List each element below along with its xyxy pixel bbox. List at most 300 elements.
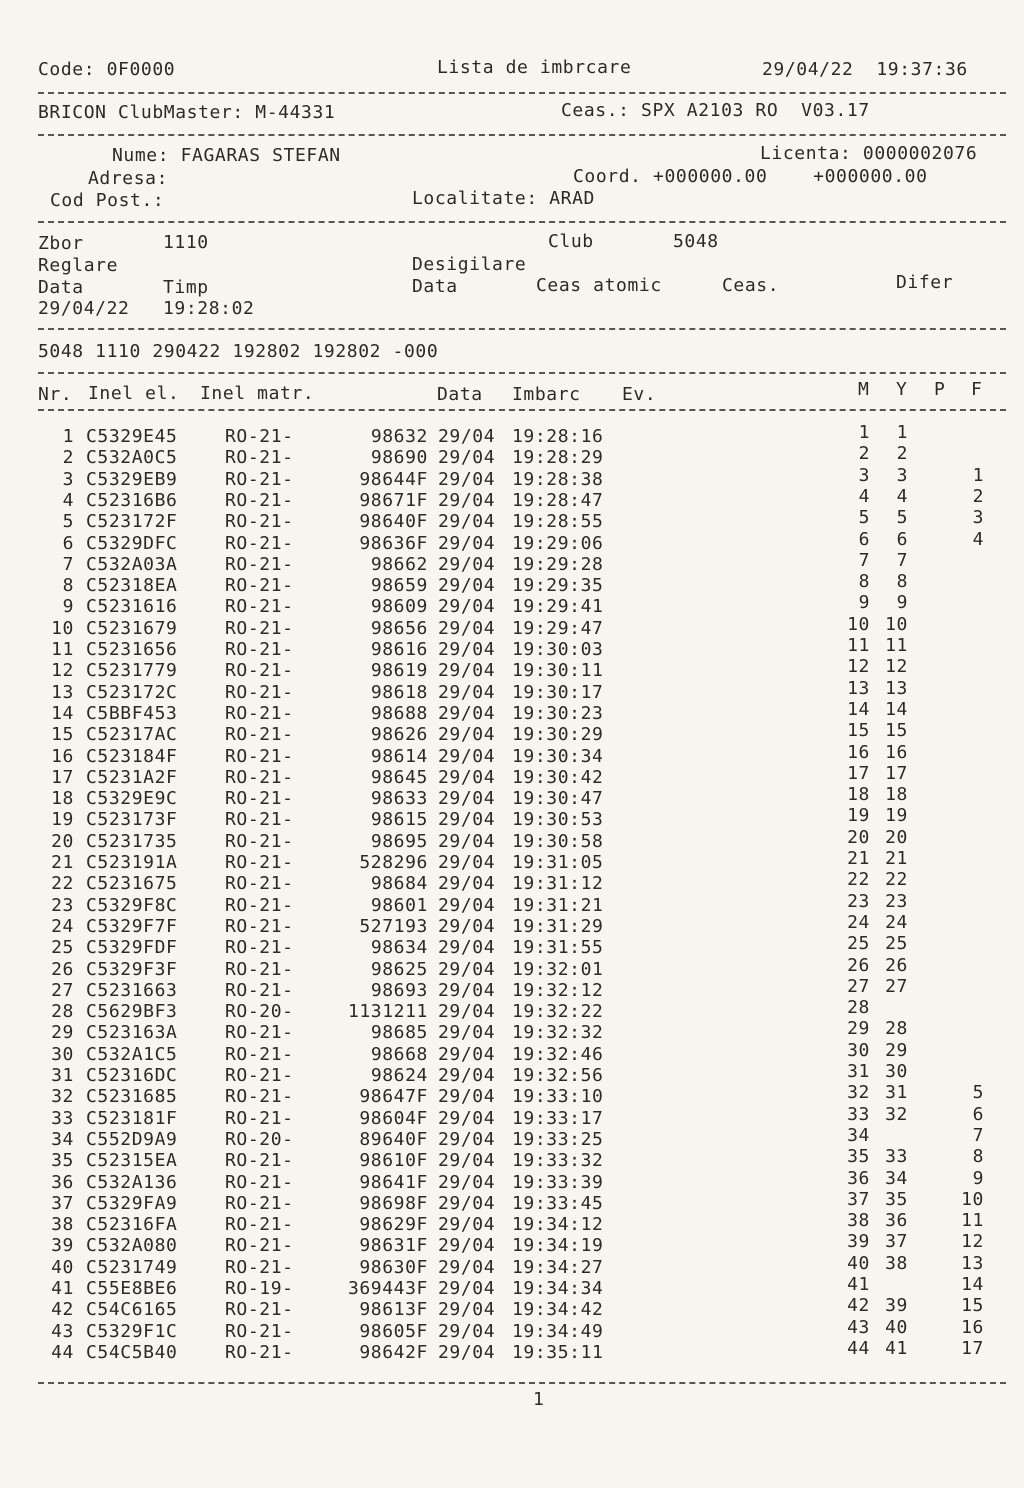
row-nr: 36 [51,1171,74,1193]
row-ring-prefix: RO-21- [225,809,294,831]
difference-label: Difer [896,272,954,293]
row-y: 14 [885,698,908,720]
row-m: 22 [847,869,870,891]
row-ring-number: 98610F [359,1150,428,1172]
row-date: 29/04 [438,915,496,937]
row-y: 30 [885,1061,908,1082]
col-m: M [858,379,870,400]
row-y: 24 [885,911,908,933]
row-m: 39 [847,1231,870,1253]
row-ring-number: 98631F [359,1235,428,1257]
row-electronic-ring: C5329E45 [86,426,178,447]
row-m: 2 [858,443,870,465]
row-electronic-ring: C5329F1C [86,1320,178,1342]
row-m: 14 [847,698,870,720]
row-m: 29 [847,1018,870,1040]
row-date: 29/04 [438,745,496,767]
row-nr: 38 [51,1214,74,1236]
row-y: 8 [896,571,908,593]
row-m: 10 [847,613,870,635]
col-p: P [934,379,946,400]
row-date: 29/04 [438,830,496,852]
row-time: 19:33:17 [512,1107,604,1129]
row-y: 39 [885,1295,908,1317]
row-ring-prefix: RO-21- [225,553,294,575]
row-nr: 8 [62,575,74,597]
row-m: 9 [858,592,870,614]
row-electronic-ring: C54C6165 [86,1299,178,1321]
clock-label: Ceas.: SPX A2103 RO V03.17 [561,100,870,121]
row-y: 9 [896,592,908,614]
row-ring-prefix: RO-21- [225,1065,294,1086]
owner-name: Nume: FAGARAS STEFAN [112,145,341,166]
row-nr: 31 [51,1065,74,1086]
row-ring-prefix: RO-21- [225,639,294,660]
row-ring-number: 98690 [370,447,428,469]
row-m: 24 [847,911,870,933]
row-f: 4 [972,528,984,550]
code-label: Code: 0F0000 [38,59,176,80]
row-date: 29/04 [438,1001,496,1023]
row-y: 10 [885,613,908,635]
row-m: 40 [847,1252,870,1274]
row-date: 29/04 [438,894,496,916]
row-m: 35 [847,1146,870,1168]
row-m: 44 [847,1337,870,1359]
row-date: 29/04 [438,532,496,554]
row-electronic-ring: C523172F [86,511,178,533]
row-f: 2 [972,485,984,507]
row-date: 29/04 [438,639,496,660]
row-date: 29/04 [438,1107,496,1129]
date-label-2: Data [412,276,458,297]
row-date: 29/04 [438,1022,496,1044]
flight-value: 1110 [163,232,209,253]
row-nr: 34 [51,1128,74,1150]
row-date: 29/04 [438,489,496,511]
row-ring-number: 98671F [359,489,428,511]
row-y: 41 [885,1337,908,1359]
row-ring-prefix: RO-20- [225,1001,294,1023]
clock-label-2: Ceas. [722,275,780,296]
row-y: 38 [885,1252,908,1274]
row-ring-number: 369443F [347,1278,428,1299]
row-date: 29/04 [438,1341,496,1363]
row-ring-prefix: RO-21- [225,511,294,533]
row-m: 26 [847,954,870,976]
row-ring-number: 98626 [370,724,428,746]
row-electronic-ring: C52317AC [86,724,178,746]
row-electronic-ring: C532A0C5 [86,447,178,469]
row-y: 20 [885,826,908,848]
row-date: 29/04 [438,1299,496,1321]
row-date: 29/04 [438,1256,496,1278]
clubmaster-label: BRICON ClubMaster: M-44331 [38,102,336,123]
row-nr: 9 [62,596,74,618]
row-electronic-ring: C5231616 [86,596,178,618]
row-time: 19:30:34 [512,745,604,767]
row-m: 8 [858,571,870,593]
row-m: 6 [858,528,870,550]
row-electronic-ring: C523172C [86,681,178,703]
row-f: 9 [972,1167,984,1189]
row-ring-number: 98640F [359,511,428,533]
row-ring-number: 98624 [370,1065,428,1086]
row-time: 19:34:19 [512,1235,604,1257]
row-ring-prefix: RO-19- [225,1278,294,1299]
address-label: Adresa: [88,168,169,189]
row-nr: 27 [51,979,74,1001]
row-electronic-ring: C5329E9C [86,788,178,810]
row-date: 29/04 [438,724,496,746]
row-electronic-ring: C5231A2F [86,766,178,788]
row-ring-number: 98668 [370,1043,428,1065]
row-date: 29/04 [438,596,496,618]
row-m: 37 [847,1188,870,1210]
row-electronic-ring: C5329F8C [86,894,178,916]
row-time: 19:28:29 [512,447,604,469]
divider [38,1382,1006,1384]
row-time: 19:31:55 [512,937,604,959]
row-m: 25 [847,933,870,955]
row-ring-number: 98645 [370,766,428,788]
row-time: 19:28:55 [512,511,604,533]
row-time: 19:32:22 [512,1001,604,1023]
divider [38,409,1006,411]
row-ring-number: 98684 [370,873,428,895]
row-y: 17 [885,762,908,784]
row-f: 5 [972,1082,984,1104]
row-time: 19:34:12 [512,1214,604,1236]
row-date: 29/04 [438,1043,496,1065]
col-event: Ev. [622,384,657,405]
row-m: 27 [847,975,870,997]
row-y: 11 [885,635,908,656]
row-electronic-ring: C5329FA9 [86,1192,178,1214]
row-y: 7 [896,549,908,571]
row-electronic-ring: C523181F [86,1107,178,1129]
row-ring-prefix: RO-21- [225,702,294,724]
row-nr: 17 [51,766,74,788]
row-y: 35 [885,1188,908,1210]
coordinates: Coord. +000000.00 +000000.00 [573,166,928,187]
row-time: 19:34:42 [512,1299,604,1321]
row-f: 12 [961,1231,984,1253]
row-nr: 28 [51,1001,74,1023]
row-m: 32 [847,1082,870,1104]
row-date: 29/04 [438,660,496,682]
row-ring-prefix: RO-21- [225,489,294,511]
col-ring-number: Inel matr. [200,383,315,404]
club-value: 5048 [673,231,719,252]
row-ring-number: 528296 [359,852,428,873]
col-nr: Nr. [38,384,73,405]
row-date: 29/04 [438,511,496,533]
row-nr: 32 [51,1086,74,1108]
row-ring-prefix: RO-21- [225,873,294,895]
divider [38,134,1006,136]
row-y: 34 [885,1167,908,1189]
row-ring-prefix: RO-21- [225,745,294,767]
row-nr: 13 [51,681,74,703]
row-ring-prefix: RO-21- [225,468,294,490]
row-electronic-ring: C5629BF3 [86,1001,178,1023]
row-y: 22 [885,869,908,891]
row-y: 36 [885,1210,908,1232]
row-m: 11 [847,635,870,656]
row-ring-prefix: RO-21- [225,852,294,873]
row-y: 4 [896,485,908,507]
row-ring-number: 98636F [359,532,428,554]
locality: Localitate: ARAD [412,188,595,209]
row-ring-number: 98604F [359,1107,428,1129]
row-f: 10 [961,1188,984,1210]
row-date: 29/04 [438,1192,496,1214]
row-nr: 19 [51,809,74,831]
row-electronic-ring: C5231735 [86,830,178,852]
row-time: 19:32:12 [512,979,604,1001]
row-electronic-ring: C55E8BE6 [86,1278,178,1299]
row-electronic-ring: C54C5B40 [86,1341,178,1363]
summary-line: 5048 1110 290422 192802 192802 -000 [38,341,439,362]
row-y: 16 [885,741,908,763]
row-time: 19:29:35 [512,575,604,597]
row-nr: 15 [51,724,74,746]
col-y: Y [896,379,908,400]
row-ring-number: 98647F [359,1086,428,1108]
row-date: 29/04 [438,468,496,490]
row-date: 29/04 [438,852,496,873]
row-y: 1 [896,422,908,443]
row-nr: 40 [51,1256,74,1278]
row-electronic-ring: C5BBF453 [86,702,178,724]
row-ring-number: 98641F [359,1171,428,1193]
row-ring-prefix: RO-21- [225,1107,294,1129]
row-y: 28 [885,1018,908,1040]
row-nr: 5 [62,511,74,533]
row-f: 17 [961,1337,984,1359]
row-nr: 37 [51,1192,74,1214]
row-m: 31 [847,1061,870,1082]
row-y: 18 [885,784,908,806]
row-nr: 43 [51,1320,74,1342]
row-m: 18 [847,784,870,806]
row-time: 19:32:56 [512,1065,604,1086]
row-electronic-ring: C532A136 [86,1171,178,1193]
row-ring-prefix: RO-21- [225,1022,294,1044]
row-electronic-ring: C5329FDF [86,937,178,959]
row-ring-number: 89640F [359,1128,428,1150]
row-electronic-ring: C5231663 [86,979,178,1001]
row-time: 19:28:47 [512,489,604,511]
row-ring-number: 527193 [359,915,428,937]
row-ring-number: 98616 [370,639,428,660]
row-time: 19:29:47 [512,617,604,639]
setting-label: Reglare [38,255,119,276]
row-f: 15 [961,1295,984,1317]
row-m: 42 [847,1295,870,1317]
row-ring-prefix: RO-21- [225,426,294,447]
row-ring-number: 98629F [359,1214,428,1236]
row-ring-prefix: RO-21- [225,447,294,469]
row-electronic-ring: C52318EA [86,575,178,597]
row-nr: 22 [51,873,74,895]
row-y: 5 [896,507,908,529]
row-electronic-ring: C52315EA [86,1150,178,1172]
row-time: 19:30:23 [512,702,604,724]
row-m: 19 [847,805,870,827]
row-ring-number: 98618 [370,681,428,703]
row-time: 19:30:17 [512,681,604,703]
row-ring-number: 98693 [370,979,428,1001]
club-label: Club [548,231,594,252]
row-date: 29/04 [438,1278,496,1299]
row-date: 29/04 [438,702,496,724]
print-datetime: 29/04/22 19:37:36 [762,59,968,80]
row-ring-prefix: RO-21- [225,596,294,618]
row-y: 3 [896,464,908,486]
row-date: 29/04 [438,1128,496,1150]
row-time: 19:33:25 [512,1128,604,1150]
row-ring-prefix: RO-21- [225,1256,294,1278]
row-time: 19:31:12 [512,873,604,895]
row-electronic-ring: C532A1C5 [86,1043,178,1065]
row-ring-number: 98698F [359,1192,428,1214]
row-nr: 39 [51,1235,74,1257]
row-date: 29/04 [438,681,496,703]
row-electronic-ring: C523191A [86,852,178,873]
row-time: 19:30:29 [512,724,604,746]
row-ring-number: 98659 [370,575,428,597]
row-electronic-ring: C5329DFC [86,532,178,554]
row-ring-prefix: RO-21- [225,575,294,597]
row-y: 29 [885,1039,908,1061]
row-y: 19 [885,805,908,827]
row-y: 26 [885,954,908,976]
row-time: 19:31:21 [512,894,604,916]
row-m: 41 [847,1274,870,1295]
row-time: 19:29:06 [512,532,604,554]
row-nr: 42 [51,1299,74,1321]
row-nr: 44 [51,1341,74,1363]
row-nr: 7 [62,553,74,575]
col-electronic-ring: Inel el. [88,383,180,404]
setting-time: 19:28:02 [163,298,255,319]
row-y: 2 [896,443,908,465]
row-m: 34 [847,1124,870,1146]
divider [38,328,1006,330]
row-ring-prefix: RO-21- [225,979,294,1001]
row-ring-prefix: RO-21- [225,724,294,746]
unsealing-label: Desigilare [412,254,527,275]
row-m: 36 [847,1167,870,1189]
row-ring-number: 98644F [359,468,428,490]
row-nr: 25 [51,937,74,959]
row-electronic-ring: C523173F [86,809,178,831]
row-electronic-ring: C5231779 [86,660,178,682]
row-time: 19:29:28 [512,553,604,575]
row-ring-number: 98662 [370,553,428,575]
row-electronic-ring: C532A080 [86,1235,178,1257]
row-nr: 1 [62,426,74,447]
row-ring-number: 98609 [370,596,428,618]
row-time: 19:30:11 [512,660,604,682]
row-y: 37 [885,1231,908,1253]
row-electronic-ring: C532A03A [86,553,178,575]
setting-date: 29/04/22 [38,298,130,319]
row-m: 13 [847,677,870,699]
row-ring-prefix: RO-21- [225,532,294,554]
row-electronic-ring: C52316DC [86,1065,178,1086]
row-ring-prefix: RO-20- [225,1128,294,1150]
row-date: 29/04 [438,1086,496,1108]
row-ring-prefix: RO-21- [225,788,294,810]
row-electronic-ring: C52316FA [86,1214,178,1236]
row-y: 33 [885,1146,908,1168]
row-time: 19:31:05 [512,852,604,873]
row-y: 32 [885,1103,908,1125]
row-y: 27 [885,975,908,997]
row-nr: 6 [62,532,74,554]
row-time: 19:31:29 [512,915,604,937]
row-m: 20 [847,826,870,848]
postal-code-label: Cod Post.: [50,190,165,211]
row-ring-number: 98605F [359,1320,428,1342]
row-ring-prefix: RO-21- [225,1150,294,1172]
row-time: 19:32:32 [512,1022,604,1044]
flight-label: Zbor [38,233,84,254]
row-date: 29/04 [438,617,496,639]
row-ring-prefix: RO-21- [225,1341,294,1363]
row-nr: 20 [51,830,74,852]
row-time: 19:33:45 [512,1192,604,1214]
row-nr: 11 [51,639,74,660]
row-ring-number: 98685 [370,1022,428,1044]
col-clocking: Imbarc [512,384,581,405]
row-nr: 16 [51,745,74,767]
col-f: F [971,379,983,400]
row-ring-number: 98642F [359,1341,428,1363]
row-nr: 26 [51,958,74,980]
row-time: 19:28:16 [512,426,604,447]
row-ring-prefix: RO-21- [225,1320,294,1342]
row-date: 29/04 [438,426,496,447]
row-m: 30 [847,1039,870,1061]
date-label: Data [38,277,84,298]
time-label: Timp [163,277,209,298]
row-ring-number: 98613F [359,1299,428,1321]
row-y: 12 [885,656,908,678]
row-m: 28 [847,997,870,1019]
row-f: 14 [961,1274,984,1295]
row-time: 19:30:53 [512,809,604,831]
row-ring-prefix: RO-21- [225,830,294,852]
row-f: 11 [961,1210,984,1232]
col-date: Data [437,384,483,405]
row-electronic-ring: C552D9A9 [86,1128,178,1150]
row-nr: 2 [62,447,74,469]
divider [38,92,1006,94]
row-electronic-ring: C5231656 [86,639,178,660]
row-y: 23 [885,890,908,912]
row-f: 6 [972,1103,984,1125]
row-y: 40 [885,1316,908,1338]
row-electronic-ring: C52316B6 [86,489,178,511]
document-title: Lista de imbrcare [437,57,632,78]
row-f: 3 [972,507,984,529]
divider [38,372,1006,374]
row-ring-number: 98615 [370,809,428,831]
